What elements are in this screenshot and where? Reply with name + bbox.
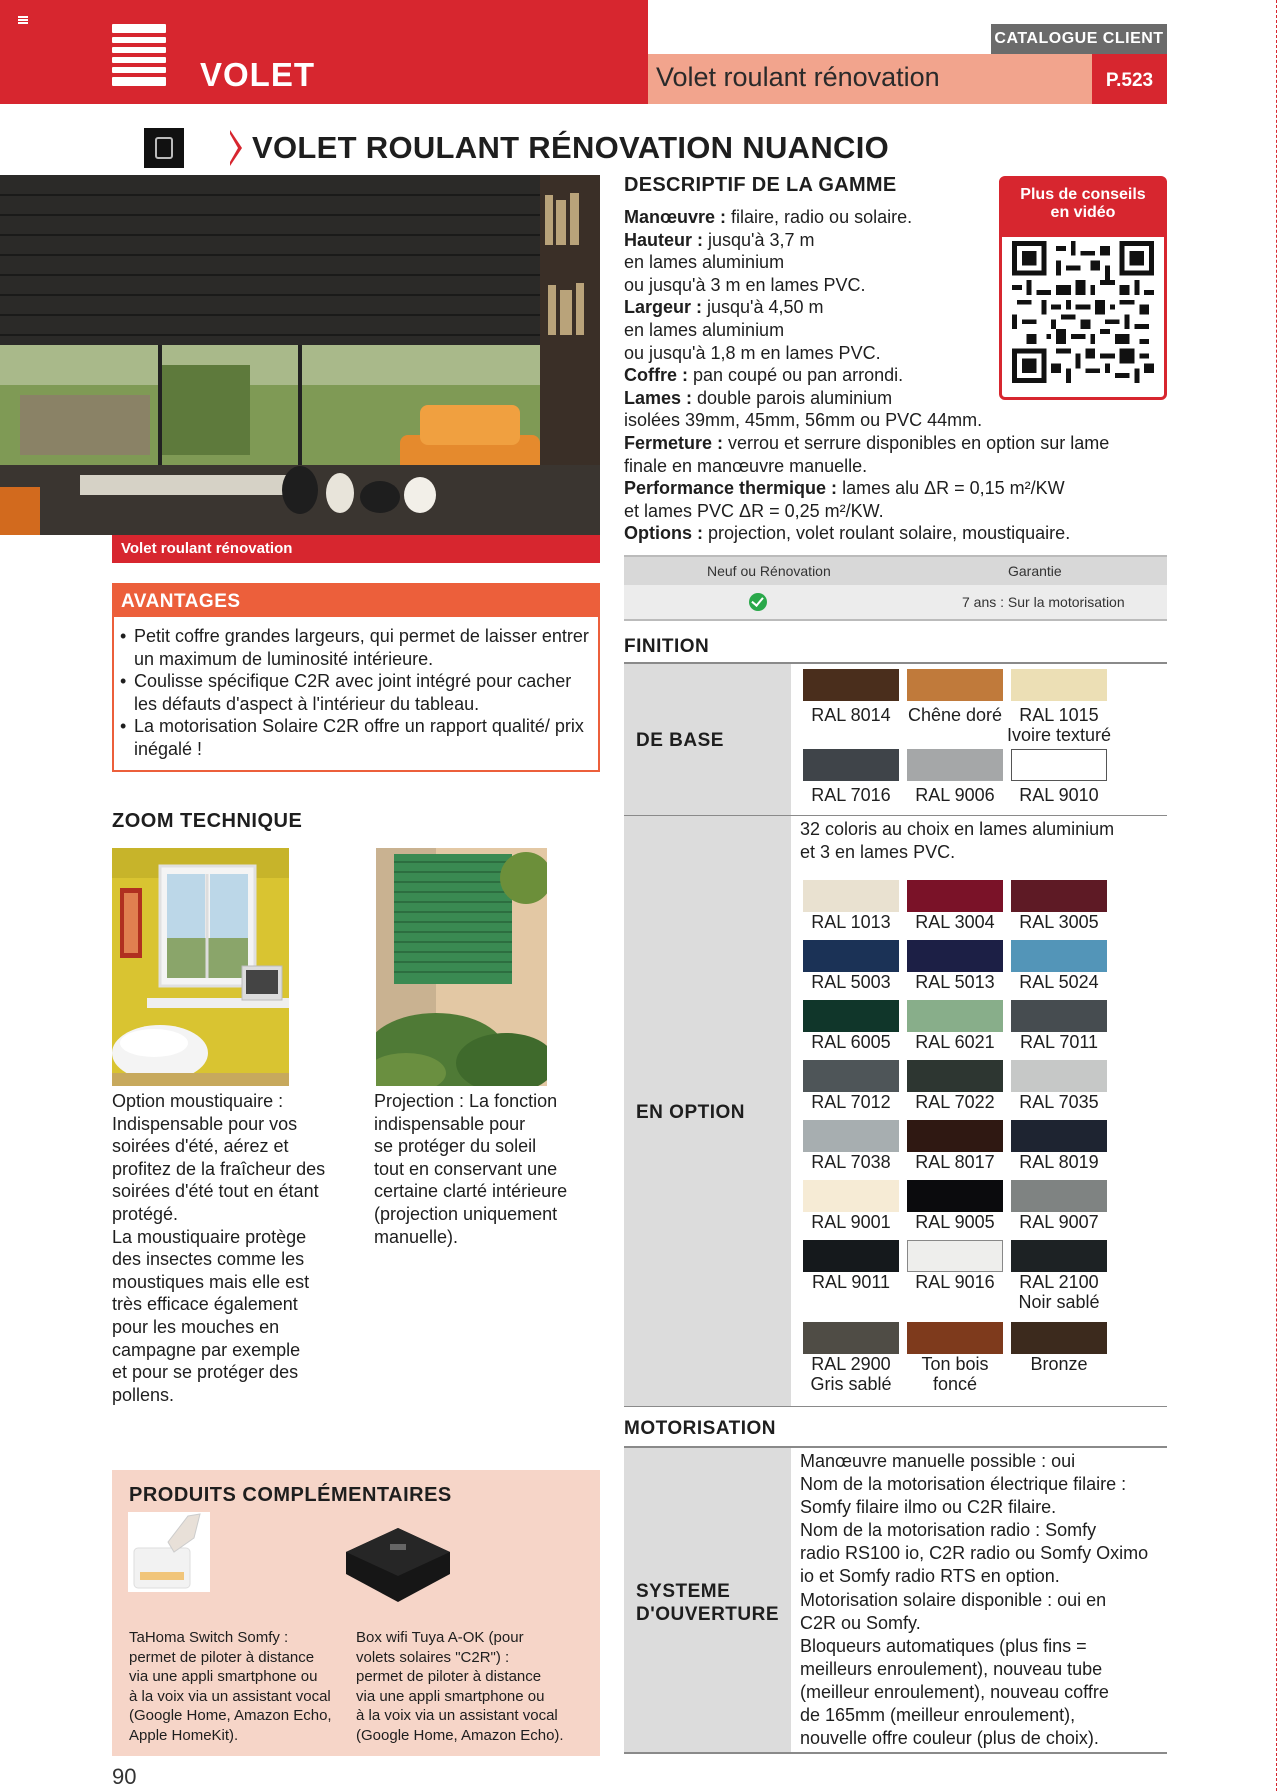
list-item: • La motorisation Solaire C2R offre un rapport qualité/ prix inégalé ! bbox=[118, 715, 596, 760]
desc-line: ou jusqu'à 1,8 m en lames PVC. bbox=[624, 342, 881, 363]
mosquito-screen-image bbox=[112, 848, 289, 1086]
swatch-base bbox=[1011, 749, 1107, 781]
swatch-option-label: Bronze bbox=[1030, 1354, 1088, 1374]
swatch-option-label: RAL 7022 bbox=[915, 1092, 995, 1112]
swatch-option-label: RAL 1013 bbox=[811, 912, 891, 932]
moto-text: Manœuvre manuelle possible : oui Nom de la motorisation électrique filaire : Somfy filaire ilmo ou C2R filaire. Nom de la motorisation radio : Somfy radio RS100 io, C2R radio ou Somfy Oximo io et Somfy radio RTS en option. Motorisation solaire disponible : oui en C2R ou Somfy. Bloqueurs automatiques (plus fins = meilleurs enroulement), nouveau tube (meilleur enroulement), nouveau coffre de 165mm (meilleur enroulement), nouvelle offre couleur (plus de choix). bbox=[800, 1451, 1149, 1749]
swatch-option bbox=[1011, 1322, 1107, 1354]
advantages-list bbox=[118, 625, 596, 760]
products-heading: PRODUITS COMPLÉMENTAIRES bbox=[129, 1484, 452, 1506]
advantages-heading: AVANTAGES bbox=[114, 585, 598, 617]
desc-line: en lames aluminium bbox=[624, 252, 785, 273]
desc-line: Largeur : jusqu'à 4,50 m bbox=[624, 297, 824, 318]
moto-label: SYSTEME D'OUVERTURE bbox=[636, 1581, 780, 1625]
swatch-option bbox=[803, 1120, 899, 1152]
complementary-products bbox=[112, 1470, 600, 1756]
swatch-option-label: RAL 3005 bbox=[1019, 912, 1099, 932]
swatch-option bbox=[803, 1000, 899, 1032]
swatch-option bbox=[1011, 880, 1107, 912]
swatch-base bbox=[803, 749, 899, 781]
desc-line: Lames : double parois aluminium bbox=[624, 387, 893, 408]
swatch-option-label: RAL 9016 bbox=[915, 1272, 995, 1292]
swatch-base-label: RAL 1015 bbox=[1019, 705, 1099, 725]
qr-video-link[interactable] bbox=[999, 176, 1167, 400]
hero-image bbox=[0, 175, 600, 535]
desc-line: Performance thermique : lames alu ΔR = 0,15 m²/KW bbox=[624, 478, 1065, 499]
swatch-base bbox=[1011, 669, 1107, 701]
brand-logo-icon bbox=[144, 128, 184, 168]
swatch-option-label: RAL 7012 bbox=[811, 1092, 891, 1112]
desc-line: Manœuvre : filaire, radio ou solaire. bbox=[624, 207, 913, 227]
swatch-option bbox=[803, 1322, 899, 1354]
swatch-option-label: RAL 3004 bbox=[915, 912, 995, 932]
swatch-option bbox=[1011, 1180, 1107, 1212]
warranty-table-header bbox=[624, 555, 1167, 585]
swatch-base bbox=[803, 669, 899, 701]
swatch-base-label: RAL 9010 bbox=[1019, 785, 1099, 805]
swatch-option bbox=[1011, 1240, 1107, 1272]
desc-line: finale en manœuvre manuelle. bbox=[624, 455, 868, 476]
swatch-option-label: Ton bois bbox=[921, 1354, 989, 1374]
swatch-option bbox=[803, 1180, 899, 1212]
wifi-box-image bbox=[340, 1522, 456, 1608]
tahoma-switch-image bbox=[128, 1512, 210, 1592]
advantages-box bbox=[112, 583, 600, 772]
wifi-box-text: Box wifi Tuya A-OK (pour volets solaires "C2R") : permet de piloter à distance via une appli smartphone ou à la voix via un assistant vocal (Google Home, Amazon Echo). bbox=[356, 1629, 564, 1744]
swatch-base-label: RAL 9006 bbox=[915, 785, 995, 805]
swatch-option bbox=[907, 880, 1003, 912]
swatch-option bbox=[907, 1180, 1003, 1212]
swatch-option bbox=[1011, 1060, 1107, 1092]
flag-icon bbox=[18, 16, 28, 24]
desc-line: Coffre : pan coupé ou pan arrondi. bbox=[624, 365, 904, 386]
swatch-option bbox=[803, 1060, 899, 1092]
section-title: VOLET bbox=[200, 56, 316, 93]
shutter-icon bbox=[112, 24, 166, 88]
swatch-base bbox=[907, 669, 1003, 701]
zoom-heading: ZOOM TECHNIQUE bbox=[112, 810, 303, 832]
base-label: DE BASE bbox=[636, 730, 724, 751]
swatch-option bbox=[1011, 1120, 1107, 1152]
zoom-right-text: Projection : La fonction indispensable pour se protéger du soleil tout en conservant une certaine clarté intérieure (projection uniquement manuelle). bbox=[374, 1091, 568, 1247]
swatch-option-label: RAL 9001 bbox=[811, 1212, 891, 1232]
swatch-option-label: RAL 9007 bbox=[1019, 1212, 1099, 1232]
swatch-option-label: RAL 5024 bbox=[1019, 972, 1099, 992]
swatch-option bbox=[803, 940, 899, 972]
desc-line: Options : projection, volet roulant solaire, moustiquaire. bbox=[624, 523, 1071, 544]
warranty-value: 7 ans : Sur la motorisation bbox=[962, 594, 1125, 610]
facade-illustration bbox=[376, 848, 547, 1086]
swatch-option-label: RAL 6005 bbox=[811, 1032, 891, 1052]
warranty-table-row bbox=[624, 585, 1167, 621]
office-illustration bbox=[112, 848, 289, 1086]
swatch-option bbox=[907, 1000, 1003, 1032]
swatch-base bbox=[907, 749, 1003, 781]
swatch-option-label: RAL 2900 bbox=[811, 1354, 891, 1374]
swatch-option bbox=[907, 1060, 1003, 1092]
swatch-option-label: RAL 9011 bbox=[811, 1272, 891, 1292]
desc-line: ou jusqu'à 3 m en lames PVC. bbox=[624, 274, 866, 295]
desc-line: isolées 39mm, 45mm, 56mm ou PVC 44mm. bbox=[624, 410, 983, 431]
swatch-option-label: RAL 7011 bbox=[1019, 1032, 1099, 1052]
swatch-option-label: RAL 5003 bbox=[811, 972, 891, 992]
swatch-option-label: RAL 6021 bbox=[915, 1032, 995, 1052]
swatch-option-label: RAL 8019 bbox=[1019, 1152, 1099, 1172]
warranty-col-guarantee: Garantie bbox=[1008, 563, 1062, 579]
description-heading: DESCRIPTIF DE LA GAMME bbox=[624, 174, 897, 196]
hero-caption: Volet roulant rénovation bbox=[112, 535, 600, 563]
swatch-base-label: Chêne doré bbox=[907, 705, 1003, 725]
qr-code-icon[interactable] bbox=[1012, 241, 1154, 383]
check-circle-icon bbox=[749, 593, 767, 611]
page-number: 90 bbox=[112, 1764, 137, 1789]
room-illustration bbox=[0, 175, 600, 535]
tahoma-text: TaHoma Switch Somfy : permet de piloter à distance via une appli smartphone ou à la voix via un assistant vocal (Google Home, Amazon Echo, Apple HomeKit). bbox=[129, 1629, 332, 1744]
swatch-base-label: RAL 8014 bbox=[811, 705, 891, 725]
header-band bbox=[0, 0, 648, 104]
subsection-bar bbox=[648, 54, 1092, 104]
swatch-option bbox=[907, 1120, 1003, 1152]
swatch-option-label: RAL 7038 bbox=[811, 1152, 891, 1172]
option-note: 32 coloris au choix en lames aluminium et 3 en lames PVC. bbox=[800, 819, 1115, 862]
swatch-option-label: RAL 2100 bbox=[1019, 1272, 1099, 1292]
desc-line: Fermeture : verrou et serrure disponibles en option sur lame bbox=[624, 432, 1110, 453]
swatch-option-label: RAL 5013 bbox=[915, 972, 995, 992]
swatch-option-label: RAL 9005 bbox=[915, 1212, 995, 1232]
list-item: • Petit coffre grandes largeurs, qui permet de laisser entrer un maximum de luminosité intérieure. bbox=[118, 625, 596, 670]
swatch-option-label: RAL 7035 bbox=[1019, 1092, 1099, 1112]
swatch-option-label: RAL 8017 bbox=[915, 1152, 995, 1172]
swatch-option bbox=[907, 1240, 1003, 1272]
desc-line: et lames PVC ΔR = 0,25 m²/KW. bbox=[624, 500, 884, 521]
zoom-left-text: Option moustiquaire : Indispensable pour vos soirées d'été, aérez et profitez de la fraîcheur des soirées d'été tout en étant protégé. La moustiquaire protège des insectes comme les moustiques mais elle est très efficace également pour les mouches en campagne par exemple et pour se protéger des pollens. bbox=[112, 1091, 326, 1405]
qr-label: Plus de conseils en vidéo bbox=[1002, 179, 1164, 237]
finition-heading: FINITION bbox=[624, 636, 710, 657]
subsection-title: Volet roulant rénovation bbox=[656, 62, 940, 92]
swatch-base-sublabel: Ivoire texturé bbox=[1006, 725, 1112, 745]
swatch-option-sublabel: Gris sablé bbox=[810, 1374, 892, 1394]
product-title: VOLET ROULANT RÉNOVATION NUANCIO bbox=[252, 130, 890, 165]
option-label: EN OPTION bbox=[636, 1102, 746, 1123]
swatch-option-sublabel: foncé bbox=[932, 1374, 978, 1394]
list-item: • Coulisse spécifique C2R avec joint intégré pour cacher les défauts d'aspect à l'intérieur du tableau. bbox=[118, 670, 596, 715]
motorisation-heading: MOTORISATION bbox=[624, 1418, 777, 1439]
swatch-option bbox=[1011, 1000, 1107, 1032]
moto-end-rule bbox=[624, 1752, 1167, 1754]
swatch-option bbox=[803, 880, 899, 912]
swatch-base-label: RAL 7016 bbox=[811, 785, 891, 805]
swatch-option bbox=[803, 1240, 899, 1272]
swatch-option bbox=[907, 1322, 1003, 1354]
desc-line: Hauteur : jusqu'à 3,7 m bbox=[624, 229, 815, 250]
page-ref-badge: P.523 bbox=[1092, 54, 1167, 104]
desc-line: en lames aluminium bbox=[624, 319, 785, 340]
finition-end-rule bbox=[624, 1406, 1167, 1407]
page-edge bbox=[1276, 0, 1280, 1791]
catalogue-badge: CATALOGUE CLIENT bbox=[991, 24, 1167, 54]
swatch-option-sublabel: Noir sablé bbox=[1018, 1292, 1100, 1312]
swatch-option bbox=[1011, 940, 1107, 972]
swatch-option bbox=[907, 940, 1003, 972]
projection-image bbox=[376, 848, 547, 1086]
warranty-col-new: Neuf ou Rénovation bbox=[707, 563, 831, 579]
chevron-inner bbox=[230, 134, 238, 162]
